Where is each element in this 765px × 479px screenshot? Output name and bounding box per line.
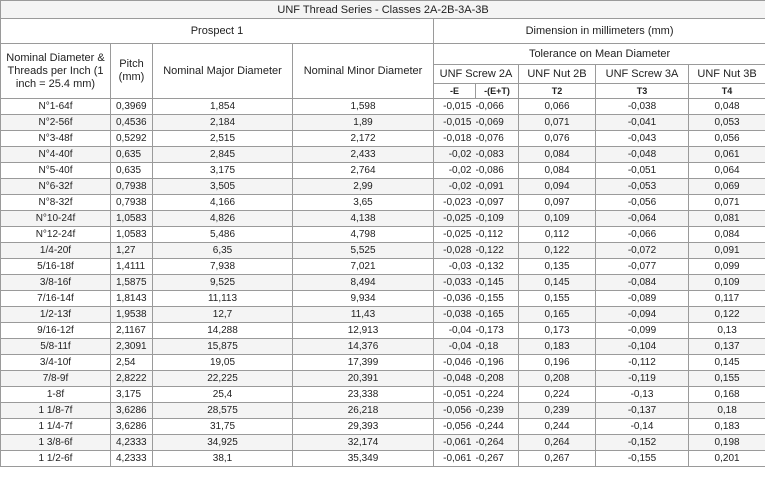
cell-pitch: 1,5875 [111, 275, 153, 291]
header-screw-3a: UNF Screw 3A [596, 65, 689, 84]
cell-minor: 2,764 [293, 163, 434, 179]
cell-screw2a-e: -0,025 [434, 227, 476, 243]
cell-minor: 32,174 [293, 435, 434, 451]
cell-nominal: 3/4-10f [1, 355, 111, 371]
cell-screw3a-t3: -0,089 [596, 291, 689, 307]
cell-minor: 7,021 [293, 259, 434, 275]
cell-nut3b-t4: 0,099 [689, 259, 765, 275]
cell-nominal: 5/8-11f [1, 339, 111, 355]
cell-nut3b-t4: 0,168 [689, 387, 765, 403]
cell-screw3a-t3: -0,051 [596, 163, 689, 179]
cell-nut3b-t4: 0,109 [689, 275, 765, 291]
cell-minor: 2,99 [293, 179, 434, 195]
cell-screw2a-et: -0,086 [476, 163, 519, 179]
cell-screw2a-et: -0,132 [476, 259, 519, 275]
cell-nominal: 1/4-20f [1, 243, 111, 259]
cell-nominal: 7/16-14f [1, 291, 111, 307]
cell-major: 15,875 [153, 339, 293, 355]
cell-pitch: 3,6286 [111, 403, 153, 419]
table-row [1, 131, 765, 147]
subheader-e-plus-t: -(E+T) [476, 84, 519, 99]
table-row [1, 451, 765, 467]
header-nominal-diameter: Nominal Diameter & Threads per Inch (1 inch = 25.4 mm) [1, 44, 111, 99]
cell-nut3b-t4: 0,081 [689, 211, 765, 227]
cell-screw2a-e: -0,036 [434, 291, 476, 307]
cell-nominal: N°5-40f [1, 163, 111, 179]
cell-screw2a-et: -0,165 [476, 307, 519, 323]
cell-screw3a-t3: -0,14 [596, 419, 689, 435]
cell-nominal: N°6-32f [1, 179, 111, 195]
cell-screw2a-et: -0,112 [476, 227, 519, 243]
cell-nominal: 3/8-16f [1, 275, 111, 291]
table-row [1, 147, 765, 163]
cell-nominal: N°10-24f [1, 211, 111, 227]
cell-nominal: 5/16-18f [1, 259, 111, 275]
table-row [1, 403, 765, 419]
cell-screw2a-e: -0,04 [434, 339, 476, 355]
cell-nut3b-t4: 0,084 [689, 227, 765, 243]
table-row [1, 435, 765, 451]
cell-screw2a-et: -0,145 [476, 275, 519, 291]
cell-minor: 29,393 [293, 419, 434, 435]
cell-nut2b-t2: 0,224 [519, 387, 596, 403]
cell-screw2a-e: -0,048 [434, 371, 476, 387]
cell-screw3a-t3: -0,094 [596, 307, 689, 323]
cell-nut3b-t4: 0,137 [689, 339, 765, 355]
cell-pitch: 0,5292 [111, 131, 153, 147]
table-row [1, 339, 765, 355]
cell-screw3a-t3: -0,152 [596, 435, 689, 451]
cell-nominal: N°1-64f [1, 99, 111, 115]
cell-screw3a-t3: -0,043 [596, 131, 689, 147]
cell-nut2b-t2: 0,071 [519, 115, 596, 131]
cell-minor: 2,433 [293, 147, 434, 163]
table-row [1, 163, 765, 179]
cell-screw2a-e: -0,023 [434, 195, 476, 211]
cell-nut2b-t2: 0,183 [519, 339, 596, 355]
header-tolerance: Tolerance on Mean Diameter [434, 44, 765, 65]
table-row [1, 243, 765, 259]
cell-minor: 4,798 [293, 227, 434, 243]
cell-nut2b-t2: 0,208 [519, 371, 596, 387]
cell-pitch: 4,2333 [111, 451, 153, 467]
cell-major: 3,175 [153, 163, 293, 179]
cell-minor: 20,391 [293, 371, 434, 387]
cell-screw2a-et: -0,267 [476, 451, 519, 467]
subheader-t3: T3 [596, 84, 689, 99]
cell-nut2b-t2: 0,094 [519, 179, 596, 195]
cell-nominal: 1 3/8-6f [1, 435, 111, 451]
cell-nominal: 9/16-12f [1, 323, 111, 339]
cell-major: 3,505 [153, 179, 293, 195]
subheader-t2: T2 [519, 84, 596, 99]
cell-nominal: 7/8-9f [1, 371, 111, 387]
cell-pitch: 2,8222 [111, 371, 153, 387]
cell-major: 34,925 [153, 435, 293, 451]
cell-screw2a-e: -0,018 [434, 131, 476, 147]
cell-screw2a-e: -0,038 [434, 307, 476, 323]
cell-pitch: 2,1167 [111, 323, 153, 339]
cell-nominal: 1 1/2-6f [1, 451, 111, 467]
cell-screw2a-et: -0,244 [476, 419, 519, 435]
cell-screw3a-t3: -0,064 [596, 211, 689, 227]
cell-major: 38,1 [153, 451, 293, 467]
cell-screw2a-et: -0,239 [476, 403, 519, 419]
cell-pitch: 2,3091 [111, 339, 153, 355]
cell-nominal: 1-8f [1, 387, 111, 403]
cell-nut2b-t2: 0,084 [519, 163, 596, 179]
cell-screw2a-e: -0,02 [434, 147, 476, 163]
cell-nut3b-t4: 0,145 [689, 355, 765, 371]
cell-screw3a-t3: -0,041 [596, 115, 689, 131]
cell-nut2b-t2: 0,155 [519, 291, 596, 307]
cell-major: 4,826 [153, 211, 293, 227]
cell-screw2a-e: -0,056 [434, 419, 476, 435]
header-minor-diameter: Nominal Minor Diameter [293, 44, 434, 99]
cell-screw3a-t3: -0,066 [596, 227, 689, 243]
cell-screw2a-et: -0,196 [476, 355, 519, 371]
cell-minor: 2,172 [293, 131, 434, 147]
cell-screw3a-t3: -0,048 [596, 147, 689, 163]
table-row [1, 259, 765, 275]
cell-major: 11,113 [153, 291, 293, 307]
cell-screw2a-e: -0,015 [434, 99, 476, 115]
cell-minor: 11,43 [293, 307, 434, 323]
cell-nominal: N°8-32f [1, 195, 111, 211]
cell-screw2a-et: -0,264 [476, 435, 519, 451]
cell-nut2b-t2: 0,076 [519, 131, 596, 147]
cell-major: 14,288 [153, 323, 293, 339]
cell-screw2a-et: -0,076 [476, 131, 519, 147]
cell-screw2a-et: -0,18 [476, 339, 519, 355]
header-screw-2a: UNF Screw 2A [434, 65, 519, 84]
subheader-e: -E [434, 84, 476, 99]
cell-major: 2,845 [153, 147, 293, 163]
cell-nut2b-t2: 0,066 [519, 99, 596, 115]
table-row [1, 291, 765, 307]
table-row [1, 211, 765, 227]
cell-nominal: N°2-56f [1, 115, 111, 131]
cell-screw2a-et: -0,097 [476, 195, 519, 211]
cell-screw2a-et: -0,069 [476, 115, 519, 131]
table-row [1, 371, 765, 387]
group-header-dimension: Dimension in millimeters (mm) [434, 19, 765, 44]
cell-nut2b-t2: 0,244 [519, 419, 596, 435]
cell-nut2b-t2: 0,264 [519, 435, 596, 451]
cell-pitch: 0,635 [111, 147, 153, 163]
cell-major: 2,515 [153, 131, 293, 147]
cell-pitch: 1,0583 [111, 227, 153, 243]
cell-screw2a-e: -0,046 [434, 355, 476, 371]
cell-nut3b-t4: 0,155 [689, 371, 765, 387]
cell-screw2a-e: -0,04 [434, 323, 476, 339]
cell-pitch: 3,6286 [111, 419, 153, 435]
cell-major: 5,486 [153, 227, 293, 243]
header-pitch: Pitch (mm) [111, 44, 153, 99]
cell-major: 6,35 [153, 243, 293, 259]
cell-nut3b-t4: 0,053 [689, 115, 765, 131]
cell-nut2b-t2: 0,196 [519, 355, 596, 371]
cell-screw3a-t3: -0,053 [596, 179, 689, 195]
header-nut-2b: UNF Nut 2B [519, 65, 596, 84]
cell-screw2a-e: -0,056 [434, 403, 476, 419]
cell-pitch: 1,27 [111, 243, 153, 259]
cell-nut3b-t4: 0,201 [689, 451, 765, 467]
cell-minor: 14,376 [293, 339, 434, 355]
cell-screw2a-et: -0,066 [476, 99, 519, 115]
table-row [1, 195, 765, 211]
cell-pitch: 0,7938 [111, 195, 153, 211]
cell-minor: 12,913 [293, 323, 434, 339]
cell-screw3a-t3: -0,084 [596, 275, 689, 291]
cell-minor: 4,138 [293, 211, 434, 227]
cell-nut3b-t4: 0,071 [689, 195, 765, 211]
cell-nut2b-t2: 0,145 [519, 275, 596, 291]
cell-pitch: 0,4536 [111, 115, 153, 131]
cell-major: 2,184 [153, 115, 293, 131]
cell-screw3a-t3: -0,072 [596, 243, 689, 259]
cell-nut2b-t2: 0,097 [519, 195, 596, 211]
cell-minor: 5,525 [293, 243, 434, 259]
cell-minor: 17,399 [293, 355, 434, 371]
cell-minor: 35,349 [293, 451, 434, 467]
cell-nut2b-t2: 0,239 [519, 403, 596, 419]
cell-screw2a-e: -0,051 [434, 387, 476, 403]
cell-screw3a-t3: -0,077 [596, 259, 689, 275]
cell-nut3b-t4: 0,056 [689, 131, 765, 147]
table-row [1, 307, 765, 323]
cell-nut2b-t2: 0,267 [519, 451, 596, 467]
cell-major: 19,05 [153, 355, 293, 371]
subheader-t4: T4 [689, 84, 765, 99]
header-major-diameter: Nominal Major Diameter [153, 44, 293, 99]
cell-screw3a-t3: -0,099 [596, 323, 689, 339]
cell-major: 25,4 [153, 387, 293, 403]
cell-pitch: 1,9538 [111, 307, 153, 323]
table-row [1, 227, 765, 243]
cell-screw2a-et: -0,224 [476, 387, 519, 403]
table-body [1, 99, 765, 467]
cell-minor: 3,65 [293, 195, 434, 211]
cell-pitch: 0,7938 [111, 179, 153, 195]
cell-nut3b-t4: 0,198 [689, 435, 765, 451]
header-nut-3b: UNF Nut 3B [689, 65, 765, 84]
cell-screw2a-et: -0,083 [476, 147, 519, 163]
cell-nut2b-t2: 0,112 [519, 227, 596, 243]
cell-screw2a-e: -0,025 [434, 211, 476, 227]
table-row [1, 115, 765, 131]
table-row [1, 419, 765, 435]
cell-pitch: 0,3969 [111, 99, 153, 115]
cell-screw2a-et: -0,173 [476, 323, 519, 339]
cell-screw2a-e: -0,033 [434, 275, 476, 291]
cell-screw2a-et: -0,109 [476, 211, 519, 227]
table-row [1, 179, 765, 195]
cell-screw3a-t3: -0,155 [596, 451, 689, 467]
cell-pitch: 1,8143 [111, 291, 153, 307]
cell-nut3b-t4: 0,091 [689, 243, 765, 259]
cell-nut2b-t2: 0,135 [519, 259, 596, 275]
cell-screw3a-t3: -0,119 [596, 371, 689, 387]
table-row [1, 275, 765, 291]
cell-major: 22,225 [153, 371, 293, 387]
cell-nut3b-t4: 0,122 [689, 307, 765, 323]
cell-nominal: 1 1/4-7f [1, 419, 111, 435]
cell-screw2a-e: -0,015 [434, 115, 476, 131]
cell-nut3b-t4: 0,048 [689, 99, 765, 115]
cell-minor: 23,338 [293, 387, 434, 403]
cell-major: 31,75 [153, 419, 293, 435]
cell-screw2a-e: -0,061 [434, 435, 476, 451]
cell-screw3a-t3: -0,056 [596, 195, 689, 211]
cell-screw3a-t3: -0,104 [596, 339, 689, 355]
cell-pitch: 2,54 [111, 355, 153, 371]
cell-nut2b-t2: 0,084 [519, 147, 596, 163]
cell-nut3b-t4: 0,13 [689, 323, 765, 339]
cell-screw2a-e: -0,02 [434, 163, 476, 179]
cell-screw3a-t3: -0,112 [596, 355, 689, 371]
cell-minor: 26,218 [293, 403, 434, 419]
cell-major: 1,854 [153, 99, 293, 115]
cell-nominal: 1 1/8-7f [1, 403, 111, 419]
cell-screw2a-e: -0,061 [434, 451, 476, 467]
cell-screw3a-t3: -0,038 [596, 99, 689, 115]
cell-nominal: N°12-24f [1, 227, 111, 243]
cell-screw2a-et: -0,155 [476, 291, 519, 307]
cell-nut3b-t4: 0,18 [689, 403, 765, 419]
cell-nut2b-t2: 0,165 [519, 307, 596, 323]
cell-nut3b-t4: 0,117 [689, 291, 765, 307]
table-row [1, 387, 765, 403]
cell-major: 9,525 [153, 275, 293, 291]
cell-major: 28,575 [153, 403, 293, 419]
cell-screw3a-t3: -0,13 [596, 387, 689, 403]
cell-major: 4,166 [153, 195, 293, 211]
cell-minor: 9,934 [293, 291, 434, 307]
cell-pitch: 4,2333 [111, 435, 153, 451]
cell-nominal: 1/2-13f [1, 307, 111, 323]
cell-nominal: N°3-48f [1, 131, 111, 147]
cell-nut2b-t2: 0,122 [519, 243, 596, 259]
cell-screw2a-e: -0,02 [434, 179, 476, 195]
table-row [1, 99, 765, 115]
cell-pitch: 1,4111 [111, 259, 153, 275]
group-header-prospect: Prospect 1 [1, 19, 434, 44]
cell-screw2a-e: -0,03 [434, 259, 476, 275]
cell-nut3b-t4: 0,069 [689, 179, 765, 195]
cell-nut3b-t4: 0,183 [689, 419, 765, 435]
cell-screw2a-et: -0,208 [476, 371, 519, 387]
cell-screw3a-t3: -0,137 [596, 403, 689, 419]
cell-minor: 1,598 [293, 99, 434, 115]
table-row [1, 355, 765, 371]
cell-pitch: 0,635 [111, 163, 153, 179]
cell-nut3b-t4: 0,061 [689, 147, 765, 163]
cell-nut2b-t2: 0,173 [519, 323, 596, 339]
cell-minor: 1,89 [293, 115, 434, 131]
cell-nut2b-t2: 0,109 [519, 211, 596, 227]
cell-major: 7,938 [153, 259, 293, 275]
cell-screw2a-e: -0,028 [434, 243, 476, 259]
cell-minor: 8,494 [293, 275, 434, 291]
cell-screw2a-et: -0,122 [476, 243, 519, 259]
table-title: UNF Thread Series - Classes 2A-2B-3A-3B [1, 1, 765, 19]
cell-nut3b-t4: 0,064 [689, 163, 765, 179]
cell-pitch: 3,175 [111, 387, 153, 403]
cell-major: 12,7 [153, 307, 293, 323]
cell-screw2a-et: -0,091 [476, 179, 519, 195]
cell-pitch: 1,0583 [111, 211, 153, 227]
table-row [1, 323, 765, 339]
cell-nominal: N°4-40f [1, 147, 111, 163]
